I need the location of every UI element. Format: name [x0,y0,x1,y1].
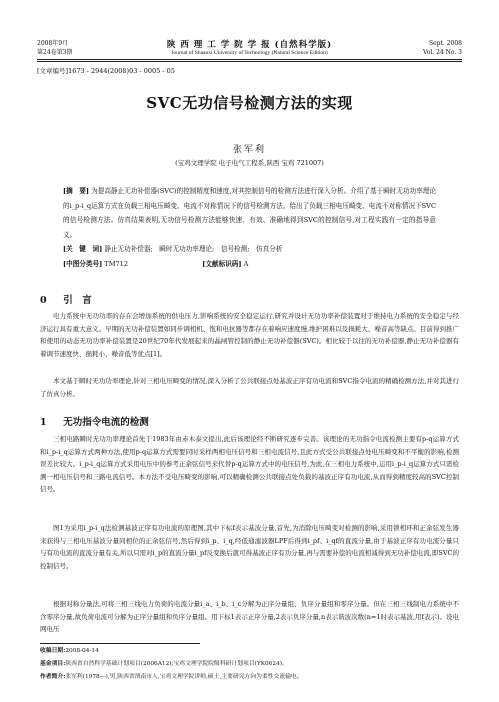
abstract-label: [摘 要] [63,187,90,195]
fund-label: 基金项目: [40,660,66,667]
article-number: [文章编号]1673 - 2944(2008)03 - 0005 - 05 [37,67,175,75]
classification-row [63,257,436,272]
issue-date-en: Sept. 2008 [429,40,462,47]
header-rule-bottom [37,61,462,62]
doc-code-value: A [243,259,249,268]
header-rule-top [37,59,462,60]
journal-title-en: Journal of Shaanxi University of Technology (Natural Science Edition) [171,50,328,56]
paper-title: SVC无功信号检测方法的实现 [146,94,353,112]
intro-paragraph-1: 电力系统中无功功率的存在会增加系统的供电压力,影响系统的安全稳定运行,研究并设计无功功率补偿装置对于维持电力系统的安全稳定与经济运行具有重大意义。早期的无功补偿装置如同步调相机、饱和电抗器等都存在着响应速度慢,维护困难以及损耗大、噪音高等缺点。目前得到推广和使用的动态无功功率补偿装置是20世纪70年代发展起来的晶闸管控制的静止无功补偿器(SVC)。相比较于以往的无功补偿器,静止无功补偿器有着调节速度快、损耗小、噪音低等优点[1]。 [40,312,459,358]
sec1-paragraph-2: 图1为采用i_p-i_q法检测基波正序有功电流的原理图,其中下标f表示基波分量,首先,为消除电压畸变对检测的影响,采用锁相环和正余弦发生器来获得与三相电压基波分量同相位的正余弦信号,然后得到i_p、i_q,经低通滤波器LPF后得到i_pf、i_qf的直流分量,由于基波正序有功电流分量只与有功电流的直流分量有关,所以只需对i_p的直流分量i_pf反变换后就可得基波正序有功分量,再与需要补偿的电流相减得到无功补偿电流,即SVC的控制信号。 [40,524,459,570]
footnotes [40,645,459,683]
doc-code-label: [文献标识码] [202,259,242,268]
journal-title-cn: 陕 西 理 工 学 院 学 报 (自然科学版) [166,40,333,50]
clc-value: TM712 [104,259,129,268]
sec1-paragraph-3: 根据对称分量法,可将三相三线电力负荷的电流分量i_a、i_b、i_c分解为正序分量组、负序分量组和零序分量。但在三相三线制电力系统中不含零序分量,故负荷电流可分解为正序分量组和负序分量组。用下标1表示正序分量,2表示负序分量,n表示谐波次数(n=1时表示基波,用f表示)。设电网电压 [40,600,459,634]
sec1-paragraph-1: 三相电路瞬时无功功率理论首先于1983年由赤木泰文提出,此后该理论经不断研究逐步完善。该理论的无功指令电流检测主要有p-q运算方式和i_p-i_q运算方式两种方法,使用p-q运算方式需要同时采样两相电压信号和三相电流信号,且此方式受公共联接点处电压畸变和不平衡的影响,检测误差比较大。i_p-i_q运算方式采用电压中的参考正余弦信号来代替p-q运算方式中的电压信号,为此,在三相电力系统中,运用i_p-i_q运算方式只需检测一相电压信号和三路电流信号。本方法不受电压畸变的影响,可以精确检测公共联接点处负载的基波正序有功电流,从而得到精度较高的SVC控制信号。 [40,435,459,494]
issue-volume-en: Vol. 24 No. 3 [422,49,462,56]
issue-date: 2008年9月 [37,40,69,47]
section-number: 1 [40,417,47,428]
keywords-text: 静止无功补偿器; 瞬时无功功率理论; 信号检测; 仿真分析 [104,245,283,254]
clc-label: [中图分类号] [63,259,103,268]
received-date [40,645,459,658]
issue-volume: 第24卷第3期 [37,49,73,56]
intro-paragraph-2: 本文基于瞬时无功功率理论,针对三相电压畸变的情况,深入分析了公共联接点处基波正序有功电流和SVC指令电流的精确检测方法,并对其进行了仿真分析。 [40,377,459,398]
abstract-text: 为提高静止无功补偿器(SVC)的控制精度和速度,对其控制信号的检测方法进行深入分析。介绍了基于瞬时无功功率理论的i_p-i_q运算方式在负载三相电压畸变、电流不对称情况下的信号检测方法。给出了负载三相电压畸变、电流不对称情况下SVC的信号检测方法。仿真结果表明,无功信号检测方法能够快速、有效、准确地得到SVC的控制信号,对工程实践有一定的指导意义。 [63,187,436,239]
section-title: 无功指令电流的检测 [63,417,149,428]
fund-value: 陕西省自然科学基础计划项目(2006A12);宝鸡文理学院院级科研计划项目(YK0624)。 [65,660,288,667]
author-bio [40,671,459,684]
abstract-block [63,184,436,272]
received-label: 收稿日期: [40,648,66,654]
abstract [63,184,436,242]
keywords-label: [关 键 词] [63,245,103,254]
author-name: 张军利 [232,145,266,155]
keywords [63,242,436,257]
author-bio-value: 张军利(1978—),男,陕西省渭南市人,宝鸡文理学院讲师,硕士,主要研究方向为柔性交流输电。 [65,673,303,680]
section-number: 0 [40,295,47,306]
footnote-rule [40,643,200,644]
received-value: 2008-04-14 [65,648,99,654]
fund-info [40,658,459,671]
section-heading-1 [40,414,149,428]
author-affiliation: (宝鸡文理学院 电子电气工程系,陕西 宝鸡 721007) [175,159,324,167]
section-heading-intro [40,292,92,306]
author-bio-label: 作者简介: [40,673,66,680]
section-title: 引 言 [63,295,92,306]
